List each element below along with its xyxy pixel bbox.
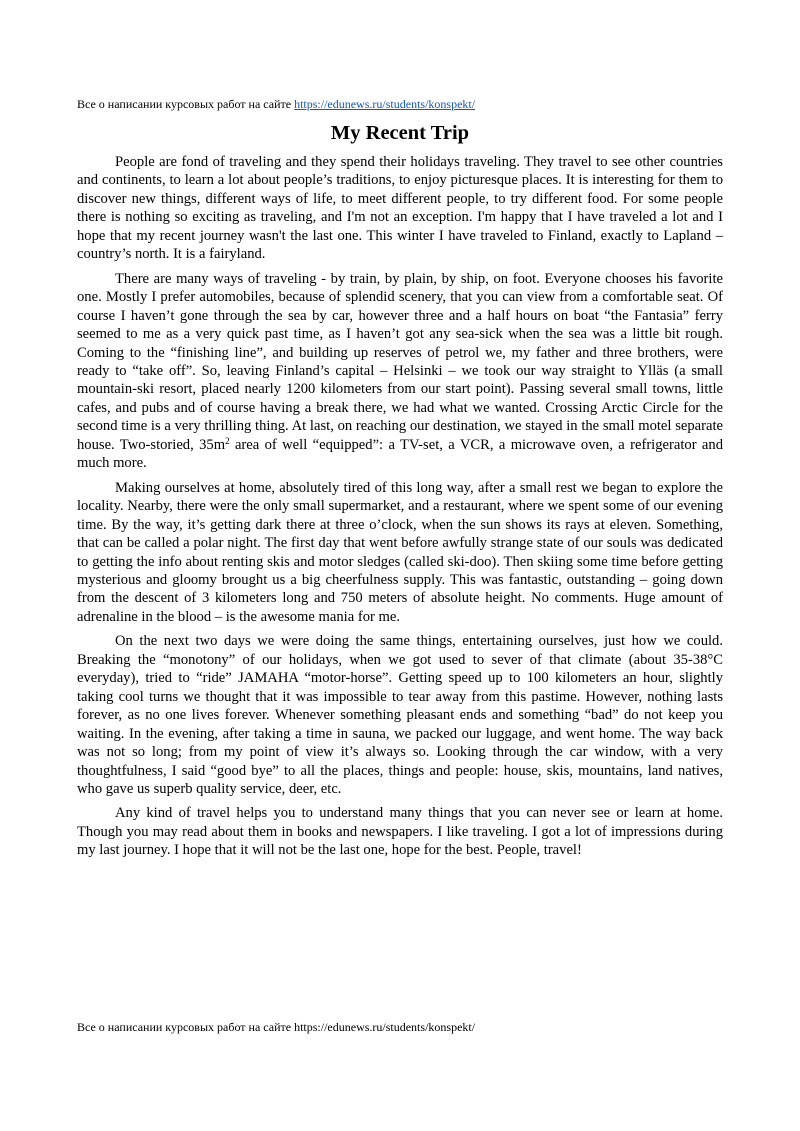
header-note-text: Все о написании курсовых работ на сайте — [77, 97, 295, 111]
page-title: My Recent Trip — [330, 122, 470, 144]
paragraph-3: Making ourselves at home, absolutely tired of this long way, after a small rest we began to explore the locality. Nearby, there were the only small supermarket, and a restaurant, where we spent some of our evening time. By the way, it’s getting dark there at three o’clock, when the sun shows its rays at eleven. Something, that can be called a polar night. The first day that went before awfully strange state of our souls was dedicated to getting the info about renting skis and motor sledges (called ski-doo). Then skiing some time before getting mysterious and gloomy brought us a big cheerfulness supply. This was fantastic, outstanding – going down from the descent of 3 kilometers long and 750 meters of absolute height. No comments. Huge amount of adrenaline in the blood – is the awesome mania for me. — [77, 479, 723, 625]
paragraph-2 — [77, 270, 723, 473]
footer-note: Все о написании курсовых работ на сайте https://edunews.ru/students/konspekt/ — [77, 1020, 476, 1034]
paragraph-4: On the next two days we were doing the same things, entertaining ourselves, just how we could. Breaking the “monotony” of our holidays, when we got used to sever of that climate (about 35-38°C everyday), tried to “ride” JAMAHA “motor-horse”. Getting speed up to 100 kilometers an hour, slightly taking cool turns we thought that it was impossible to tear away from this pastime. However, nothing lasts forever, as no one lives forever. Whenever something pleasant ends and something “bad” do not keep you waiting. In the evening, after taking a time in sauna, we packed our luggage, and went home. The way back was not so long; from my point of view it’s always so. Looking through the car window, with a very thoughtfulness, I said “good bye” to all the places, things and people: house, skis, mountains, land natives, who gave us superb quality service, deer, etc. — [77, 633, 723, 797]
header-note — [77, 96, 727, 112]
paragraph-1: People are fond of traveling and they spend their holidays traveling. They travel to see other countries and continents, to learn a lot about people’s traditions, to enjoy picturesque places. It is interesting for them to discover new things, different ways of life, to meet different people, to try different food. For some people there is nothing so exciting as traveling, and I'm not an exception. I'm happy that I have traveled a lot and I hope that my recent journey wasn't the last one. This winter I have traveled to Finland, exactly to Lapland – country’s north. It is a fairyland. — [77, 154, 723, 263]
paragraph-2-text: There are many ways of traveling - by train, by plain, by ship, on foot. Everyone chooses his favorite one. Mostly I prefer automobiles, because of splendid scenery, that you can view from a comfortable seat. Of course I haven’t gone through the sea by car, however three and a half hours on boat “the Fantasia” ferry seemed to me as a very quick past time, as I haven’t got any sea-sick when the sea was a little bit rough. Coming to the “finishing line”, and building up reserves of petrol we, my father and three brothers, were ready to “take off”. So, leaving Finland’s capital – Helsinki – we took our way straight to Ylläs (a small mountain-ski resort, placed nearly 1200 kilometers from our start point). Passing several small towns, little cafes, and pubs and of course having a break there, we had what we wanted. Crossing Arctic Circle for the second time is a very thrilling thing. At last, on reaching our destination, we stayed in the small motel separate house. Two-storied, 35m — [77, 270, 723, 453]
header-link[interactable]: https://edunews.ru/students/konspekt/ — [294, 97, 476, 111]
paragraph-5: Any kind of travel helps you to understand many things that you can never see or learn at home. Though you may read about them in books and newspapers. I like traveling. I got a lot of impressions during my last journey. I hope that it will not be the last one, hope for the best. People, travel! — [77, 805, 723, 859]
paragraph-2-tail: area of well “equipped”: a TV-set, a VCR, a microwave oven, a refrigerator and much more. — [77, 436, 723, 472]
superscript-squared: 2 — [225, 435, 230, 446]
document-body — [77, 153, 723, 866]
